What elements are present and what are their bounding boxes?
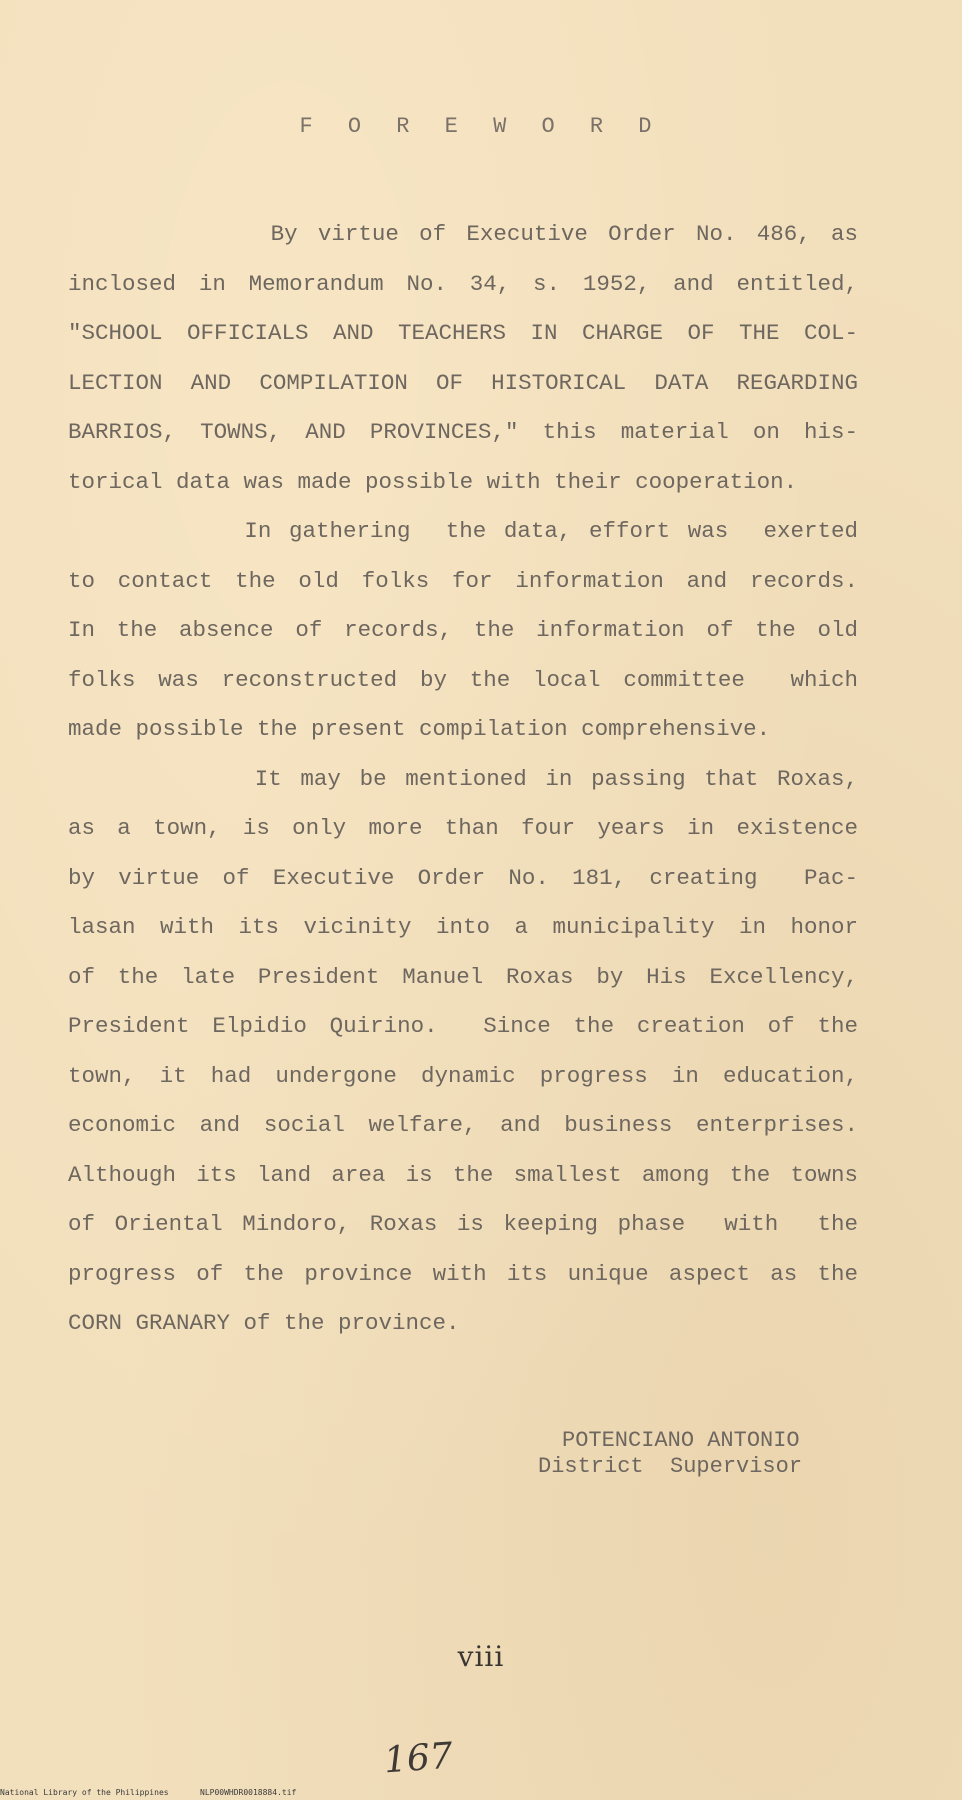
page-title: F O R E W O R D [299, 114, 663, 139]
text-line: It may be mentioned in passing that Roxas, [68, 765, 858, 792]
signatory-title: District Supervisor [538, 1454, 803, 1479]
handwritten-page-number: 167 [382, 1735, 455, 1782]
text-line: By virtue of Executive Order No. 486, as [68, 221, 858, 247]
text-line: "SCHOOL OFFICIALS AND TEACHERS IN CHARGE OF THE COL- [68, 320, 858, 346]
text-line: In the absence of records, the information of the old [68, 617, 858, 643]
text-line: of Oriental Mindoro, Roxas is keeping phase with the [68, 1211, 858, 1237]
text-line: made possible the present compilation comprehensive. [68, 716, 771, 742]
footer-file-name: NLP00WHDR0018884.tif [200, 1788, 297, 1797]
signature-block [538, 1428, 802, 1480]
text-line: CORN GRANARY of the province. [68, 1310, 460, 1336]
page-number: viii [457, 1640, 505, 1673]
text-line: LECTION AND COMPILATION OF HISTORICAL DATA REGARDING [68, 369, 858, 396]
text-line: Although its land area is the smallest among the towns [68, 1161, 858, 1188]
text-line: by virtue of Executive Order No. 181, creating Pac- [68, 864, 858, 891]
foreword-body [68, 210, 858, 1349]
text-line: lasan with its vicinity into a municipality in honor [68, 914, 858, 940]
text-line: BARRIOS, TOWNS, AND PROVINCES," this material on his- [68, 419, 858, 445]
paragraph-2 [68, 507, 858, 755]
text-line: town, it had undergone dynamic progress in education, [68, 1062, 858, 1089]
text-line: as a town, is only more than four years in existence [68, 815, 858, 841]
paragraph-1 [68, 210, 858, 507]
signatory-name: POTENCIANO ANTONIO [562, 1428, 800, 1453]
text-line: folks was reconstructed by the local committee which [68, 666, 858, 693]
text-line: inclosed in Memorandum No. 34, s. 1952, and entitled, [68, 270, 858, 297]
text-line: In gathering the data, effort was exerted [68, 518, 858, 544]
footer-library-credit: National Library of the Philippines [0, 1788, 169, 1797]
text-line: progress of the province with its unique aspect as the [68, 1260, 858, 1287]
text-line: President Elpidio Quirino. Since the creation of the [68, 1013, 858, 1039]
text-line: torical data was made possible with their cooperation. [68, 468, 798, 495]
text-line: of the late President Manuel Roxas by His Excellency, [68, 963, 858, 990]
text-line: to contact the old folks for information and records. [68, 567, 858, 594]
paragraph-3 [68, 755, 858, 1349]
text-line: economic and social welfare, and business enterprises. [68, 1112, 858, 1138]
